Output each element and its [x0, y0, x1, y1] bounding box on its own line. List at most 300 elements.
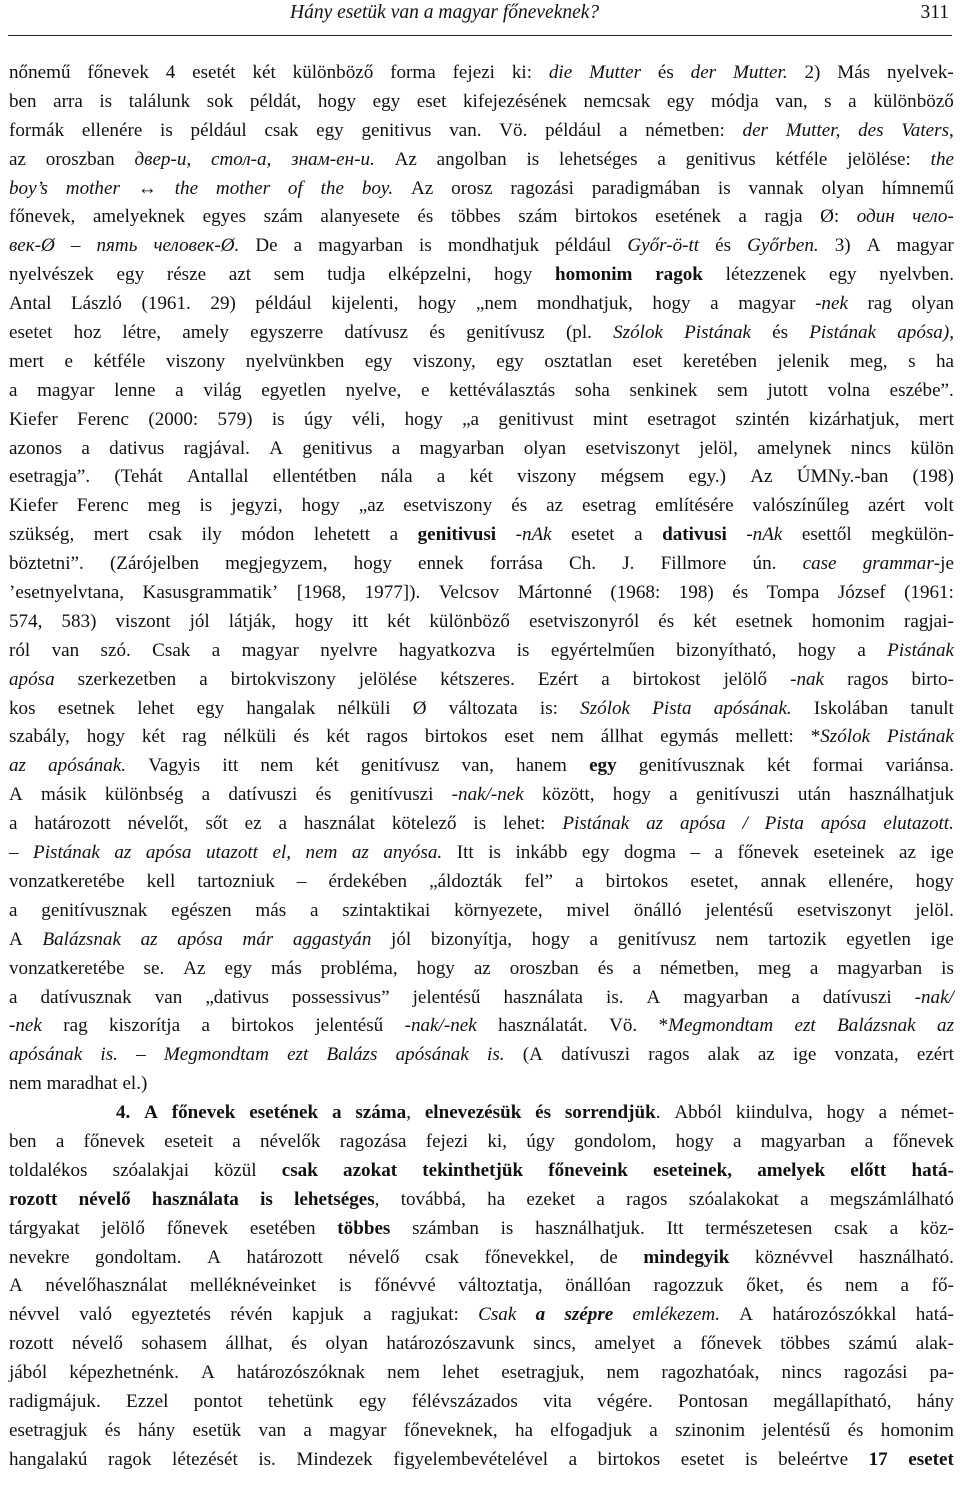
- word: [113, 1157, 189, 1186]
- text-fragment: ragozása: [339, 1130, 407, 1152]
- word: [510, 175, 574, 204]
- text-fragment: alak: [707, 1044, 740, 1066]
- word: [844, 1359, 908, 1388]
- word: [197, 868, 274, 897]
- text-fragment: a: [864, 1130, 874, 1152]
- word: [761, 868, 807, 897]
- word: [585, 435, 679, 464]
- text-fragment: apósa: [145, 842, 192, 864]
- word: [676, 637, 776, 666]
- text-fragment: jelöl,: [699, 437, 738, 459]
- word: [859, 1244, 954, 1273]
- word: [606, 868, 669, 897]
- text-fragment: vita: [543, 1390, 572, 1412]
- text-fragment: és: [806, 1275, 823, 1297]
- word: [518, 579, 592, 608]
- word: [9, 290, 51, 319]
- text-fragment: bizonyítja,: [430, 928, 512, 950]
- word: [413, 348, 476, 377]
- text-fragment: a: [55, 1130, 65, 1152]
- word: [210, 290, 235, 319]
- text-fragment: ha: [935, 350, 954, 372]
- word: [837, 1012, 916, 1041]
- text-fragment: tekinthetjük: [422, 1159, 524, 1181]
- word: [848, 1417, 864, 1446]
- text-fragment: és: [293, 726, 310, 748]
- text-fragment: Megmondtam: [163, 1044, 269, 1066]
- word: [197, 695, 225, 724]
- text-fragment: esetragjuk: [9, 1419, 88, 1441]
- word: [726, 261, 807, 290]
- word: [293, 926, 372, 955]
- text-fragment: a: [201, 1015, 210, 1037]
- text-fragment: is: [199, 495, 213, 517]
- word: [622, 550, 634, 579]
- word: [255, 897, 286, 926]
- text-fragment: sorrendjük: [564, 1102, 656, 1124]
- text-fragment: paradigmában: [591, 177, 701, 199]
- text-fragment: Pistának: [562, 813, 630, 835]
- word: [58, 695, 115, 724]
- text-fragment: azonos: [9, 437, 63, 459]
- word: [87, 723, 125, 752]
- text-fragment: genitivust: [498, 408, 574, 430]
- text-fragment: egyértelműen: [550, 639, 655, 661]
- word: [9, 1272, 23, 1301]
- word: [517, 463, 576, 492]
- text-fragment: ily: [201, 524, 222, 546]
- text-fragment: -nak: [790, 668, 825, 690]
- text-fragment: jól: [189, 610, 210, 632]
- text-fragment: csak: [424, 1246, 459, 1268]
- word: [9, 319, 52, 348]
- word: [749, 175, 804, 204]
- word: [146, 839, 192, 868]
- word: [662, 521, 727, 550]
- text-fragment: lehet:: [503, 813, 546, 835]
- text-fragment: vonzatkeretébe: [9, 870, 125, 892]
- word: [141, 290, 190, 319]
- word: [660, 955, 739, 984]
- text-fragment: és: [535, 1102, 552, 1124]
- word: [680, 810, 726, 839]
- word: [711, 88, 759, 117]
- word: [686, 146, 756, 175]
- text-fragment: a: [634, 524, 643, 546]
- text-line: [9, 810, 954, 839]
- word: [46, 146, 115, 175]
- word: [736, 1099, 813, 1128]
- word: [247, 1244, 323, 1273]
- word: [569, 550, 596, 579]
- word: [767, 579, 820, 608]
- text-fragment: Győrben.: [747, 235, 819, 257]
- text-fragment: nyelvészek: [9, 264, 94, 286]
- word: [175, 175, 198, 204]
- text-line: [9, 926, 954, 955]
- text-fragment: hogy: [294, 610, 334, 632]
- word: [47, 1070, 118, 1099]
- word: [9, 897, 17, 926]
- text-fragment: használata: [503, 986, 583, 1008]
- word: [890, 377, 954, 406]
- text-fragment: van.: [449, 119, 482, 141]
- word: [344, 319, 408, 348]
- text-fragment: hogy: [531, 928, 570, 950]
- text-fragment: egyeztetés: [131, 1304, 211, 1326]
- text-line: [9, 1417, 954, 1446]
- word: [405, 1012, 477, 1041]
- running-title: Hány esetük van a magyar főneveknek?: [290, 2, 600, 23]
- text-fragment: genitívusznak: [638, 755, 745, 777]
- text-line: [9, 1446, 954, 1475]
- word: [346, 377, 402, 406]
- text-fragment: egy: [364, 350, 393, 372]
- word: [41, 984, 132, 1013]
- text-fragment: névvel: [9, 1304, 60, 1326]
- text-fragment: a: [649, 1419, 658, 1441]
- word: [630, 377, 698, 406]
- text-fragment: azokat: [343, 1159, 398, 1181]
- text-fragment: De: [255, 235, 278, 257]
- word: [9, 406, 58, 435]
- text-fragment: az: [9, 148, 26, 170]
- text-fragment: is: [516, 639, 530, 661]
- text-fragment: A: [646, 986, 661, 1008]
- word: [661, 1359, 759, 1388]
- text-fragment: a: [9, 379, 18, 401]
- text-line: [9, 1272, 954, 1301]
- text-fragment: ezért: [916, 1044, 954, 1066]
- word: [746, 521, 782, 550]
- text-fragment: csak: [264, 119, 299, 141]
- text-fragment: magyar: [896, 235, 954, 257]
- word: [790, 666, 824, 695]
- text-fragment: esetet,: [690, 870, 739, 892]
- word: [294, 1186, 379, 1215]
- text-fragment: datívusznak: [40, 986, 132, 1008]
- word: [696, 781, 780, 810]
- word: [194, 1388, 243, 1417]
- text-fragment: és: [417, 206, 434, 228]
- text-fragment: soha: [574, 379, 610, 401]
- text-fragment: az: [546, 495, 564, 517]
- text-fragment: keretében: [682, 350, 758, 372]
- word: [821, 810, 867, 839]
- word: [542, 781, 595, 810]
- word: [355, 1099, 411, 1128]
- word: [9, 839, 19, 868]
- word: [9, 1041, 82, 1070]
- text-fragment: vonzata,: [834, 1044, 899, 1066]
- word: [462, 752, 494, 781]
- word: [738, 290, 795, 319]
- word: [565, 1272, 631, 1301]
- text-fragment: pa-: [929, 1362, 954, 1384]
- text-fragment: двер-и,: [134, 148, 192, 170]
- text-fragment: ÚMNy.-ban: [796, 466, 889, 488]
- text-fragment: Velcsov: [438, 582, 500, 604]
- text-fragment: létezzenek: [725, 264, 807, 286]
- text-fragment: magyarban: [318, 235, 403, 257]
- text-fragment: ragjával.: [183, 437, 250, 459]
- text-fragment: őket,: [746, 1275, 784, 1297]
- text-fragment: utazott: [205, 842, 258, 864]
- text-fragment: között,: [542, 784, 595, 806]
- word: [9, 348, 44, 377]
- text-fragment: elfogadjuk: [550, 1419, 632, 1441]
- text-fragment: amelyek: [757, 1159, 826, 1181]
- text-fragment: jelöl.: [915, 899, 954, 921]
- word: [797, 897, 891, 926]
- word: [184, 435, 250, 464]
- word: [226, 1330, 273, 1359]
- text-fragment: probléma,: [320, 957, 398, 979]
- text-fragment: lehetséges: [559, 148, 638, 170]
- text-fragment: Szólok: [820, 726, 871, 748]
- text-fragment: és: [429, 322, 446, 344]
- word: [348, 1244, 399, 1273]
- word: [390, 59, 436, 88]
- text-fragment: figyelembevételével: [393, 1448, 549, 1470]
- word: [593, 406, 628, 435]
- text-fragment: angolban: [436, 148, 507, 170]
- text-fragment: jelentésű: [705, 899, 774, 921]
- text-fragment: ben: [9, 90, 37, 112]
- text-fragment: itt: [222, 755, 239, 777]
- text-fragment: is: [473, 813, 487, 835]
- text-fragment: többes: [780, 1333, 831, 1355]
- text-fragment: век-Ø: [9, 235, 55, 257]
- word: [202, 781, 210, 810]
- word: [897, 319, 954, 348]
- word: [135, 146, 192, 175]
- text-fragment: Az: [183, 957, 206, 979]
- text-fragment: rozott: [9, 1188, 58, 1210]
- text-fragment: jelölése:: [847, 148, 911, 170]
- text-fragment: A: [144, 1102, 158, 1124]
- text-fragment: szám: [518, 206, 558, 228]
- word: [710, 290, 718, 319]
- word: [9, 1388, 101, 1417]
- word: [160, 117, 173, 146]
- word: [222, 752, 238, 781]
- text-line: [9, 955, 954, 984]
- text-fragment: német-: [900, 1102, 954, 1124]
- word: [678, 1388, 748, 1417]
- word: [306, 839, 338, 868]
- word: [490, 550, 543, 579]
- word: [166, 348, 225, 377]
- word: [633, 348, 663, 377]
- word: [223, 723, 276, 752]
- text-fragment: egymás: [660, 726, 719, 748]
- word: [829, 261, 857, 290]
- word: [405, 406, 443, 435]
- word: [592, 175, 700, 204]
- text-fragment: állhat: [600, 726, 644, 748]
- text-fragment: s: [908, 350, 916, 372]
- text-fragment: a: [436, 466, 446, 488]
- text-fragment: alanyesete: [320, 206, 400, 228]
- text-fragment: hoz: [73, 322, 102, 344]
- text-line: [9, 1186, 954, 1215]
- text-fragment: nem: [260, 755, 294, 777]
- text-line: [9, 1012, 954, 1041]
- word: [658, 608, 674, 637]
- word: [886, 752, 954, 781]
- text-fragment: hagyatkozva: [398, 639, 496, 661]
- text-fragment: szükség,: [9, 524, 75, 546]
- word: [633, 955, 641, 984]
- word: [533, 1330, 576, 1359]
- text-fragment: один: [856, 206, 895, 228]
- word: [798, 637, 836, 666]
- text-fragment: esetviszonyról: [528, 610, 640, 632]
- text-fragment: egy.): [688, 466, 726, 488]
- text-fragment: jutott: [767, 379, 808, 401]
- word: [361, 117, 431, 146]
- word: [190, 1272, 316, 1301]
- text-fragment: ige: [792, 1044, 817, 1066]
- text-fragment: Kiefer: [9, 495, 58, 517]
- text-fragment: alak-: [915, 1333, 954, 1355]
- word: [361, 752, 439, 781]
- text-fragment: esetét: [192, 62, 236, 83]
- word: [9, 1070, 42, 1099]
- text-fragment: az: [899, 842, 916, 864]
- text-fragment: lehetséges: [294, 1188, 375, 1210]
- text-fragment: ragos: [626, 1188, 668, 1210]
- text-line: [9, 492, 954, 521]
- word: [915, 897, 954, 926]
- word: [800, 1186, 808, 1215]
- text-fragment: eset: [632, 350, 663, 372]
- text-fragment: az: [473, 957, 491, 979]
- text-fragment: nyelvben.: [879, 264, 954, 286]
- text-fragment: apósa: [820, 813, 867, 835]
- word: [272, 839, 291, 868]
- text-fragment: esettől: [801, 524, 852, 546]
- text-fragment: amelynek: [757, 437, 832, 459]
- text-fragment: névelő: [78, 1188, 131, 1210]
- text-fragment: magyarban: [683, 986, 769, 1008]
- word: [245, 810, 262, 839]
- word: [813, 839, 884, 868]
- word: [246, 348, 345, 377]
- text-fragment: case: [802, 553, 837, 575]
- word: [242, 926, 273, 955]
- word: [41, 897, 147, 926]
- word: [95, 1244, 181, 1273]
- text-fragment: elnevezésük: [424, 1102, 522, 1124]
- text-fragment: 579): [217, 408, 253, 430]
- text-fragment: apósának: [395, 1044, 469, 1066]
- word: [109, 435, 164, 464]
- word: [555, 261, 632, 290]
- text-fragment: de: [599, 1246, 618, 1268]
- text-fragment: possessivus”: [291, 986, 390, 1008]
- text-fragment: hogy: [826, 1102, 865, 1124]
- text-line: [9, 146, 954, 175]
- text-fragment: eszébe”.: [889, 379, 954, 401]
- word: [526, 146, 539, 175]
- word: [190, 608, 210, 637]
- text-fragment: 3): [834, 235, 851, 257]
- word: [260, 1128, 320, 1157]
- text-fragment: önállóan: [565, 1275, 631, 1297]
- text-fragment: apósa: [177, 928, 223, 950]
- text-fragment: birtokost: [632, 668, 701, 690]
- word: [524, 868, 553, 897]
- text-fragment: Ø:: [820, 206, 840, 228]
- word: [690, 868, 738, 897]
- text-fragment: hogy: [675, 1130, 714, 1152]
- word: [757, 1157, 825, 1186]
- text-fragment: viszony: [165, 350, 226, 372]
- word: [619, 117, 627, 146]
- text-line: [9, 723, 954, 752]
- text-line: [9, 203, 954, 232]
- text-fragment: 1977]).: [364, 582, 421, 604]
- text-fragment: is: [160, 119, 173, 141]
- word: [887, 59, 954, 88]
- word: [645, 117, 725, 146]
- text-fragment: van: [154, 986, 183, 1008]
- text-fragment: pontot: [193, 1390, 243, 1412]
- word: [887, 723, 954, 752]
- word: [291, 1330, 307, 1359]
- word: [715, 839, 723, 868]
- text-fragment: ragos: [847, 668, 889, 690]
- word: [342, 897, 430, 926]
- text-fragment: Vö.: [609, 1015, 638, 1037]
- word: [655, 261, 703, 290]
- word: [812, 752, 863, 781]
- text-fragment: Ezzel: [126, 1390, 169, 1412]
- word: [634, 897, 682, 926]
- word: [917, 1041, 954, 1070]
- page-number: 311: [920, 2, 949, 23]
- text-fragment: sőt: [205, 813, 228, 835]
- text-fragment: főnevek: [171, 1102, 236, 1124]
- text-fragment: használata: [151, 1188, 239, 1210]
- word: [61, 608, 96, 637]
- text-fragment: továbbá,: [400, 1188, 466, 1210]
- text-fragment: olyan: [523, 437, 567, 459]
- text-fragment: dativusi: [662, 524, 727, 546]
- text-fragment: mert: [93, 524, 129, 546]
- word: [469, 463, 492, 492]
- text-fragment: ragozzuk: [653, 1275, 724, 1297]
- text-fragment: viszony: [517, 466, 577, 488]
- text-fragment: határozószavunk: [386, 1333, 515, 1355]
- word: [110, 550, 199, 579]
- text-fragment: magyar: [738, 293, 796, 315]
- text-fragment: a: [710, 293, 719, 315]
- text-fragment: a: [669, 784, 678, 806]
- word: [367, 723, 408, 752]
- word: [504, 723, 534, 752]
- text-fragment: Az: [411, 177, 434, 199]
- text-fragment: a: [848, 90, 857, 112]
- word: [705, 897, 773, 926]
- text-fragment: József: [837, 582, 886, 604]
- text-fragment: apósának: [9, 1044, 83, 1066]
- text-fragment: magyar: [37, 379, 95, 401]
- text-line: [9, 839, 954, 868]
- word: [714, 695, 792, 724]
